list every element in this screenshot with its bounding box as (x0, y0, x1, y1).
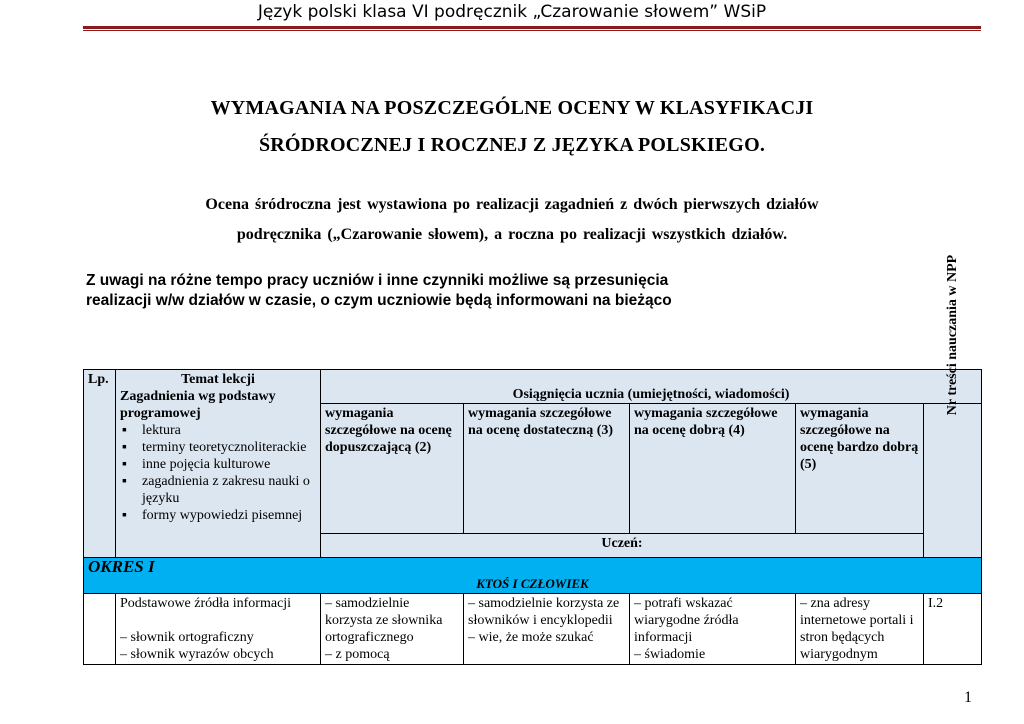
topic-bullets (120, 422, 316, 524)
npp-header (924, 254, 982, 558)
row-topic-item: – słownik wyrazów obcych (120, 647, 274, 662)
npp-header-text: Nr treści nauczania w NPP (944, 254, 960, 416)
main-title-line2: ŚRÓDROCZNEJ I ROCZNEJ Z JĘZYKA POLSKIEGO. (258, 134, 766, 156)
row-grade-2-text: – samodzielnie korzysta ze słownika ortograficznego (325, 596, 443, 645)
student-label: Uczeń: (321, 534, 924, 558)
bullet-item: ▪ formy wypowiedzi pisemnej (120, 507, 316, 524)
row-grade-2 (321, 594, 464, 665)
topic-header-title: Temat lekcji (181, 372, 255, 387)
row-grade-3 (464, 594, 630, 665)
row-grade-4-text: – potrafi wskazać wiarygodne źródła informacji (634, 596, 739, 645)
grade-5-header: wymagania szczegółowe na ocenę bardzo dobrą (5) (796, 404, 924, 534)
main-title-line1: WYMAGANIA NA POSZCZEGÓLNE OCENY W KLASYFIKACJI (210, 97, 814, 119)
bullet-item: ▪ terminy teoretycznoliterackie (120, 439, 316, 456)
period-row (84, 558, 982, 594)
intro-line2: podręcznika („Czarowanie słowem), a roczna po realizacji wszystkich działów. (236, 226, 788, 243)
header-title: Język polski klasa VI podręcznik „Czarowanie słowem” WSiP (257, 2, 767, 22)
bullet-item: ▪ inne pojęcia kulturowe (120, 456, 316, 473)
notice-line2: realizacji w/w działów w czasie, o czym uczniowie będą informowani na bieżąco (86, 292, 672, 309)
page-number: 1 (964, 689, 972, 706)
section-label: KTOŚ I CZŁOWIEK (476, 576, 589, 591)
bullet-item: ▪ zagadnienia z zakresu nauki o języku (120, 473, 316, 507)
row-grade-2-text2: – z pomocą (325, 647, 390, 662)
header-rule-thin (83, 30, 981, 31)
row-grade-5: – zna adresy internetowe portali i stron będących wiarygodnym (796, 594, 924, 665)
row-topic-title: Podstawowe źródła informacji (120, 596, 292, 611)
row-topic (116, 594, 321, 665)
lp-header: Lp. (84, 370, 116, 558)
table-row (84, 594, 982, 665)
row-grade-3-text: – samodzielnie korzysta ze słowników i encyklopedii (468, 596, 620, 628)
row-grade-4-text2: – świadomie (634, 647, 706, 662)
grade-2-header: wymagania szczegółowe na ocenę dopuszczającą (2) (321, 404, 464, 534)
row-lp (84, 594, 116, 665)
bullet-item: ▪ lektura (120, 422, 316, 439)
row-grade-3-text2: – wie, że może szukać (468, 630, 594, 645)
row-grade-4 (630, 594, 796, 665)
period-label: OKRES I (88, 557, 155, 576)
intro-line1: Ocena śródroczna jest wystawiona po realizacji zagadnień z dwóch pierwszych działów (205, 196, 819, 213)
header-rule (83, 26, 981, 29)
achievements-header: Osiągnięcia ucznia (umiejętności, wiadomości) (321, 370, 982, 404)
row-topic-item: – słownik ortograficzny (120, 630, 254, 645)
notice-line1: Z uwagi na różne tempo pracy uczniów i inne czynniki możliwe są przesunięcia (86, 272, 669, 289)
topic-header (116, 370, 321, 558)
grade-4-header: wymagania szczegółowe na ocenę dobrą (4) (630, 404, 796, 534)
grade-3-header: wymagania szczegółowe na ocenę dostateczną (3) (464, 404, 630, 534)
topic-header-sub: Zagadnienia wg podstawy programowej (120, 389, 276, 421)
row-npp: I.2 (924, 594, 982, 665)
